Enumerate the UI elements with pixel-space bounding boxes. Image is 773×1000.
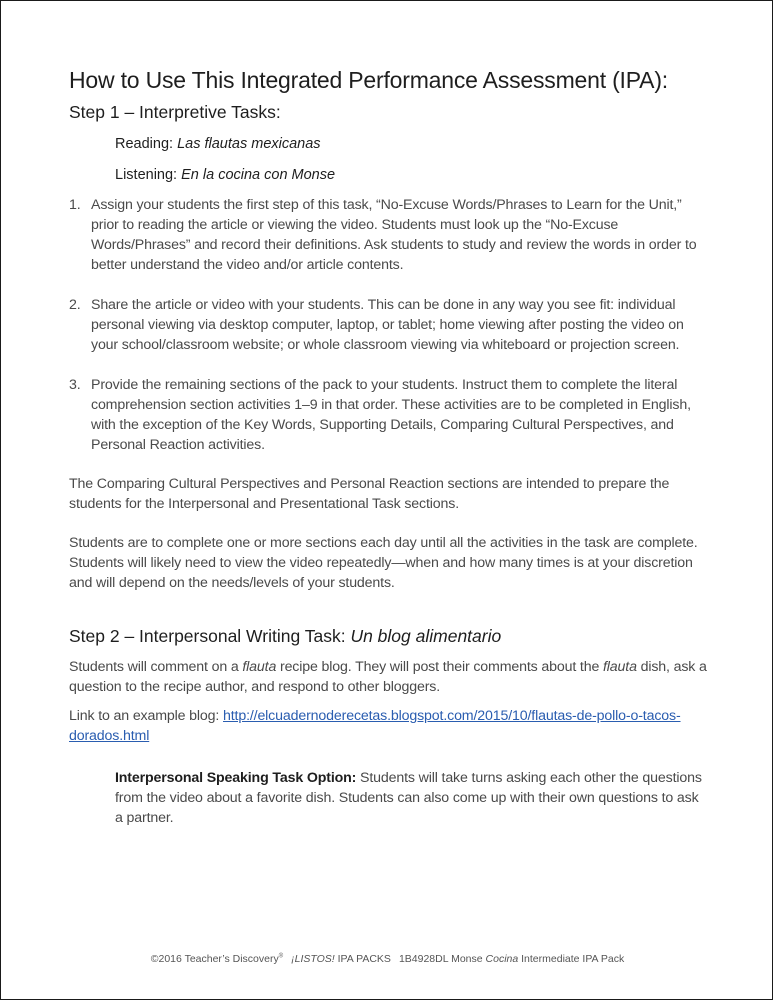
link-label: Link to an example blog: <box>69 708 223 724</box>
cultural-perspectives-paragraph: The Comparing Cultural Perspectives and Personal Reaction sections are intended to prepare the students for the Interpersonal and Presentational Task sections. <box>69 476 670 512</box>
speaking-task-option <box>115 768 709 828</box>
list-item <box>69 375 709 455</box>
reading-label: Reading: <box>115 136 178 152</box>
footer-code-italic: Cocina <box>485 953 519 965</box>
list-item <box>69 295 709 355</box>
listening-label: Listening: <box>115 167 182 183</box>
listening-line <box>115 165 709 185</box>
example-blog-link[interactable]: http://elcuadernoderecetas.blogspot.com/2015/10/flautas-de-pollo-o-tacos-dorados.html <box>69 708 681 744</box>
footer-brand: ¡LISTOS! <box>291 953 335 965</box>
step2-heading-text: Step 2 – Interpersonal Writing Task: <box>69 626 351 646</box>
page-content <box>69 63 709 828</box>
page-footer <box>1 953 773 965</box>
footer-code: 1B4928DL Monse <box>398 953 486 965</box>
listening-title: En la cocina con Monse <box>181 167 336 183</box>
option-label: Interpersonal Speaking Task Option: <box>115 770 357 786</box>
step2-heading-title: Un blog alimentario <box>350 626 502 646</box>
desc-italic: flauta <box>603 659 637 675</box>
desc-italic: flauta <box>242 659 277 675</box>
list-text: Share the article or video with your students. This can be done in any way you see fit: individual personal viewing via desktop computer, laptop, or tablet; home viewing after posting the video on your school/classroom website; or whole classroom viewing via whiteboard or projection screen. <box>91 297 684 353</box>
list-item <box>69 195 709 275</box>
desc-text: dish, ask a question to the recipe author, and respond to other bloggers. <box>69 659 707 695</box>
blog-description <box>69 657 709 697</box>
desc-text: recipe blog. They will post their comments about the <box>276 659 603 675</box>
step2-heading <box>69 623 709 649</box>
list-text: Provide the remaining sections of the pack to your students. Instruct them to complete the literal comprehension section activities 1–9 in that order. These activities are to be completed in English, with the exception of the Key Words, Supporting Details, Comparing Cultural Perspectives, and Personal Reaction activities. <box>91 377 691 453</box>
reading-line <box>115 134 709 154</box>
desc-text: Students will comment on a <box>69 659 243 675</box>
list-text: Assign your students the first step of this task, “No-Excuse Words/Phrases to Learn for the Unit,” prior to reading the article or viewing the video. Students must look up the “No-Excuse Words/Phrases” and record their definitions. Ask students to study and review the words in order to better understand the video and/or article contents. <box>91 197 697 273</box>
footer-brand-rest: IPA PACKS <box>334 953 391 965</box>
footer-copyright: ©2016 Teacher’s Discovery <box>150 953 279 965</box>
instructions-list <box>69 195 709 455</box>
footer-code-rest: Intermediate IPA Pack <box>518 953 625 965</box>
page-title: How to Use This Integrated Performance Assessment (IPA): <box>69 67 668 93</box>
blog-link-line <box>69 706 709 746</box>
list-number: 1. <box>69 197 81 213</box>
reading-title: Las flautas mexicanas <box>177 136 321 152</box>
schedule-paragraph: Students are to complete one or more sections each day until all the activities in the task are complete. Students will likely need to view the video repeatedly—when and how many times is at your discretion and will depend on the needs/levels of your students. <box>69 535 698 591</box>
option-text: Students will take turns asking each other the questions from the video about a favorite dish. Students can also come up with their own questions to ask a partner. <box>115 770 702 826</box>
step1-heading: Step 1 – Interpretive Tasks: <box>69 102 281 122</box>
list-number: 3. <box>69 377 81 393</box>
list-number: 2. <box>69 297 81 313</box>
registered-mark: ® <box>278 953 284 960</box>
